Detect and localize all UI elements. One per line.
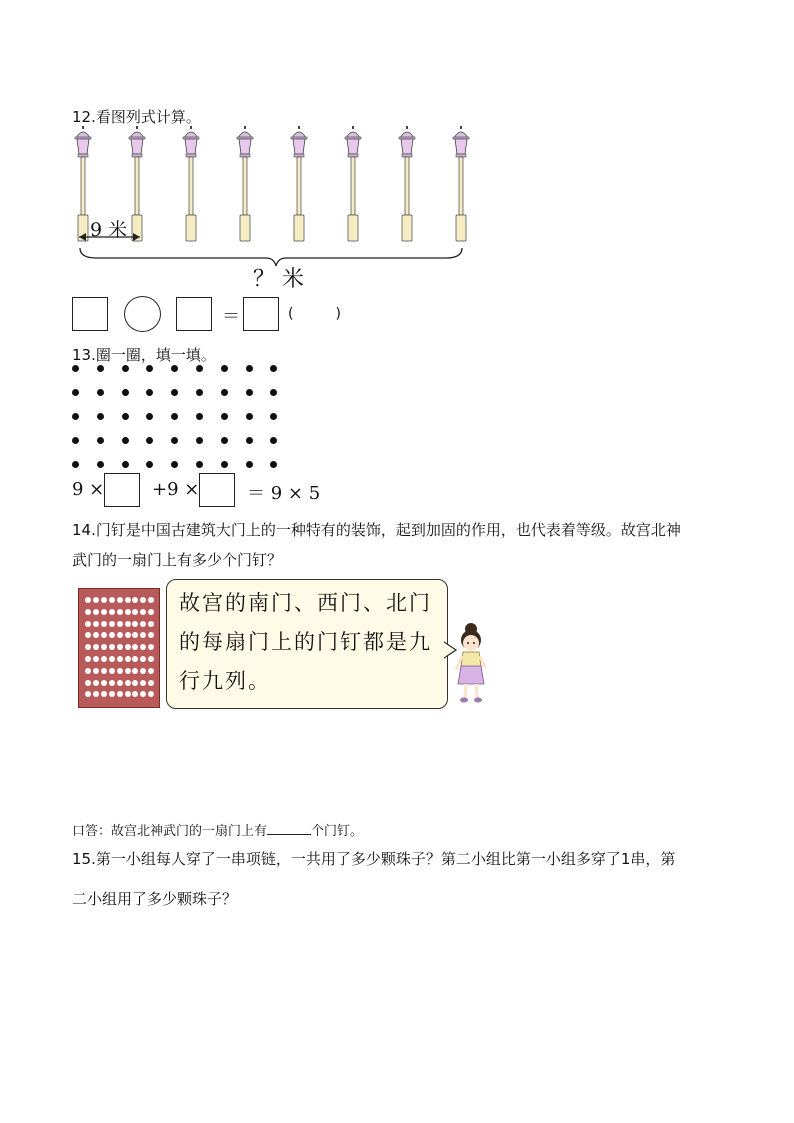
door-stud: [117, 656, 123, 662]
grid-dot: [270, 437, 277, 444]
door-stud: [140, 656, 146, 662]
door-stud: [101, 668, 107, 674]
door-stud: [101, 656, 107, 662]
door-stud: [132, 680, 138, 686]
street-lamp-icon: [232, 126, 258, 244]
palace-door-image: [78, 588, 160, 708]
total-label: ？ 米: [253, 267, 304, 292]
grid-dot: [72, 365, 79, 372]
door-stud: [140, 691, 146, 697]
grid-dot: [246, 437, 253, 444]
grid-dot: [146, 365, 153, 372]
distance-arrow: [76, 230, 146, 244]
grid-dot: [221, 413, 228, 420]
unit-parens: ( ): [288, 306, 341, 322]
door-stud: [109, 621, 115, 627]
door-stud: [140, 621, 146, 627]
door-stud: [132, 632, 138, 638]
door-stud: [132, 621, 138, 627]
door-stud: [117, 691, 123, 697]
q14-title-line-2: 武门的一扇门上有多少个门钉？: [72, 551, 283, 569]
street-lamp-icon: [340, 126, 366, 244]
door-stud: [132, 691, 138, 697]
speech-line-3: 行九列。: [179, 669, 271, 693]
door-stud: [93, 632, 99, 638]
grid-dot: [171, 365, 178, 372]
door-stud: [109, 644, 115, 650]
door-stud: [117, 621, 123, 627]
door-stud: [109, 691, 115, 697]
door-stud: [93, 597, 99, 603]
grid-dot: [246, 461, 253, 468]
door-stud: [140, 632, 146, 638]
door-stud: [148, 668, 154, 674]
door-stud: [148, 621, 154, 627]
door-stud: [117, 644, 123, 650]
door-stud: [125, 597, 131, 603]
grid-dot: [270, 461, 277, 468]
grid-dot: [122, 389, 129, 396]
door-stud: [101, 621, 107, 627]
grid-dot: [171, 437, 178, 444]
door-stud: [101, 680, 107, 686]
girl-character-icon: [451, 622, 491, 706]
q14-answer-prefix: 口答：故宫北神武门的一扇门上有: [72, 824, 268, 839]
grid-dot: [72, 389, 79, 396]
q14-title-line-1: 14.门钉是中国古建筑大门上的一种特有的装饰，起到加固的作用，也代表着等级。故宫北神: [72, 521, 681, 539]
grid-dot: [97, 437, 104, 444]
door-stud: [85, 621, 91, 627]
door-stud: [117, 680, 123, 686]
distance-label: 9 米: [90, 219, 128, 241]
grid-dot: [221, 437, 228, 444]
door-stud: [85, 680, 91, 686]
door-stud: [140, 644, 146, 650]
eq-part-1: 9 ×: [72, 479, 105, 500]
door-stud: [93, 609, 99, 615]
door-stud: [93, 656, 99, 662]
grid-dot: [122, 461, 129, 468]
door-stud: [140, 609, 146, 615]
street-lamp-icon: [394, 126, 420, 244]
door-stud: [93, 668, 99, 674]
grid-dot: [196, 461, 203, 468]
grid-dot: [122, 413, 129, 420]
grid-dot: [270, 389, 277, 396]
door-stud: [93, 680, 99, 686]
door-stud: [117, 597, 123, 603]
grid-dot: [122, 437, 129, 444]
grid-dot: [171, 413, 178, 420]
speech-line-1: 故宫的南门、西门、北门: [179, 591, 432, 615]
grid-dot: [72, 437, 79, 444]
street-lamp-icon: [178, 126, 204, 244]
dot-answer-box-2[interactable]: [199, 473, 235, 507]
door-stud: [85, 609, 91, 615]
grid-dot: [196, 389, 203, 396]
door-stud: [85, 597, 91, 603]
grid-dot: [196, 365, 203, 372]
grid-dot: [97, 365, 104, 372]
door-stud: [85, 644, 91, 650]
door-stud: [117, 668, 123, 674]
door-stud: [85, 668, 91, 674]
door-stud: [109, 597, 115, 603]
grid-dot: [72, 413, 79, 420]
grid-dot: [72, 461, 79, 468]
door-stud: [148, 597, 154, 603]
door-stud: [101, 632, 107, 638]
grid-dot: [246, 389, 253, 396]
grid-dot: [221, 389, 228, 396]
grid-dot: [122, 365, 129, 372]
door-stud: [132, 609, 138, 615]
grid-dot: [270, 365, 277, 372]
q14-answer: [72, 820, 363, 839]
door-stud: [132, 668, 138, 674]
grid-dot: [97, 389, 104, 396]
speech-line-2: 的每扇门上的门钉都是九: [179, 630, 432, 654]
door-stud: [101, 691, 107, 697]
door-stud: [132, 597, 138, 603]
door-stud: [117, 632, 123, 638]
q12-title: 12.看图列式计算。: [72, 108, 201, 126]
street-lamp-icon: [286, 126, 312, 244]
grid-dot: [171, 461, 178, 468]
door-stud: [85, 691, 91, 697]
door-stud: [125, 691, 131, 697]
door-stud: [148, 609, 154, 615]
door-stud: [101, 609, 107, 615]
grid-dot: [146, 461, 153, 468]
door-stud: [140, 597, 146, 603]
q14-answer-suffix: 个门钉。: [311, 824, 364, 839]
door-stud: [148, 644, 154, 650]
door-stud: [125, 680, 131, 686]
door-stud: [140, 668, 146, 674]
grid-dot: [171, 389, 178, 396]
door-stud: [125, 656, 131, 662]
eq-part-3: ＝ 9 × 5: [247, 483, 321, 504]
door-stud: [109, 680, 115, 686]
q15-line-1: 15.第一小组每人穿了一串项链，一共用了多少颗珠子？第二小组比第一小组多穿了1串，第: [72, 850, 676, 868]
door-stud: [148, 632, 154, 638]
door-stud: [85, 632, 91, 638]
equals-sign: ＝: [222, 306, 240, 327]
dot-answer-box-1[interactable]: [104, 473, 140, 507]
door-stud: [148, 656, 154, 662]
eq-part-2: +9 ×: [152, 479, 200, 500]
door-stud: [148, 691, 154, 697]
operator-circle[interactable]: [124, 296, 161, 332]
door-stud: [132, 644, 138, 650]
door-stud: [125, 632, 131, 638]
grid-dot: [146, 437, 153, 444]
grid-dot: [196, 413, 203, 420]
grid-dot: [270, 413, 277, 420]
street-lamp-icon: [448, 126, 474, 244]
grid-dot: [221, 461, 228, 468]
door-stud: [125, 621, 131, 627]
grid-dot: [146, 413, 153, 420]
grid-dot: [146, 389, 153, 396]
answer-box-1[interactable]: [72, 297, 108, 331]
grid-dot: [97, 461, 104, 468]
door-stud: [125, 668, 131, 674]
door-stud: [148, 680, 154, 686]
grid-dot: [246, 413, 253, 420]
answer-box-3[interactable]: [243, 297, 279, 331]
q13-title: 13.圈一圈，填一填。: [72, 346, 216, 364]
door-stud: [109, 656, 115, 662]
grid-dot: [196, 437, 203, 444]
door-stud: [125, 609, 131, 615]
door-stud: [101, 644, 107, 650]
door-stud: [93, 644, 99, 650]
street-lamp-icon: [124, 126, 150, 244]
grid-dot: [97, 413, 104, 420]
door-stud: [85, 656, 91, 662]
answer-box-2[interactable]: [176, 297, 212, 331]
grid-dot: [246, 365, 253, 372]
q15-line-2: 二小组用了多少颗珠子？: [72, 890, 238, 908]
q14-answer-blank[interactable]: [267, 822, 311, 835]
door-stud: [109, 609, 115, 615]
door-stud: [132, 656, 138, 662]
door-stud: [125, 644, 131, 650]
door-stud: [117, 609, 123, 615]
door-stud: [93, 621, 99, 627]
grid-dot: [221, 365, 228, 372]
door-stud: [109, 632, 115, 638]
door-stud: [109, 668, 115, 674]
speech-bubble: [166, 579, 448, 709]
door-stud: [93, 691, 99, 697]
door-stud: [140, 680, 146, 686]
door-stud: [101, 597, 107, 603]
